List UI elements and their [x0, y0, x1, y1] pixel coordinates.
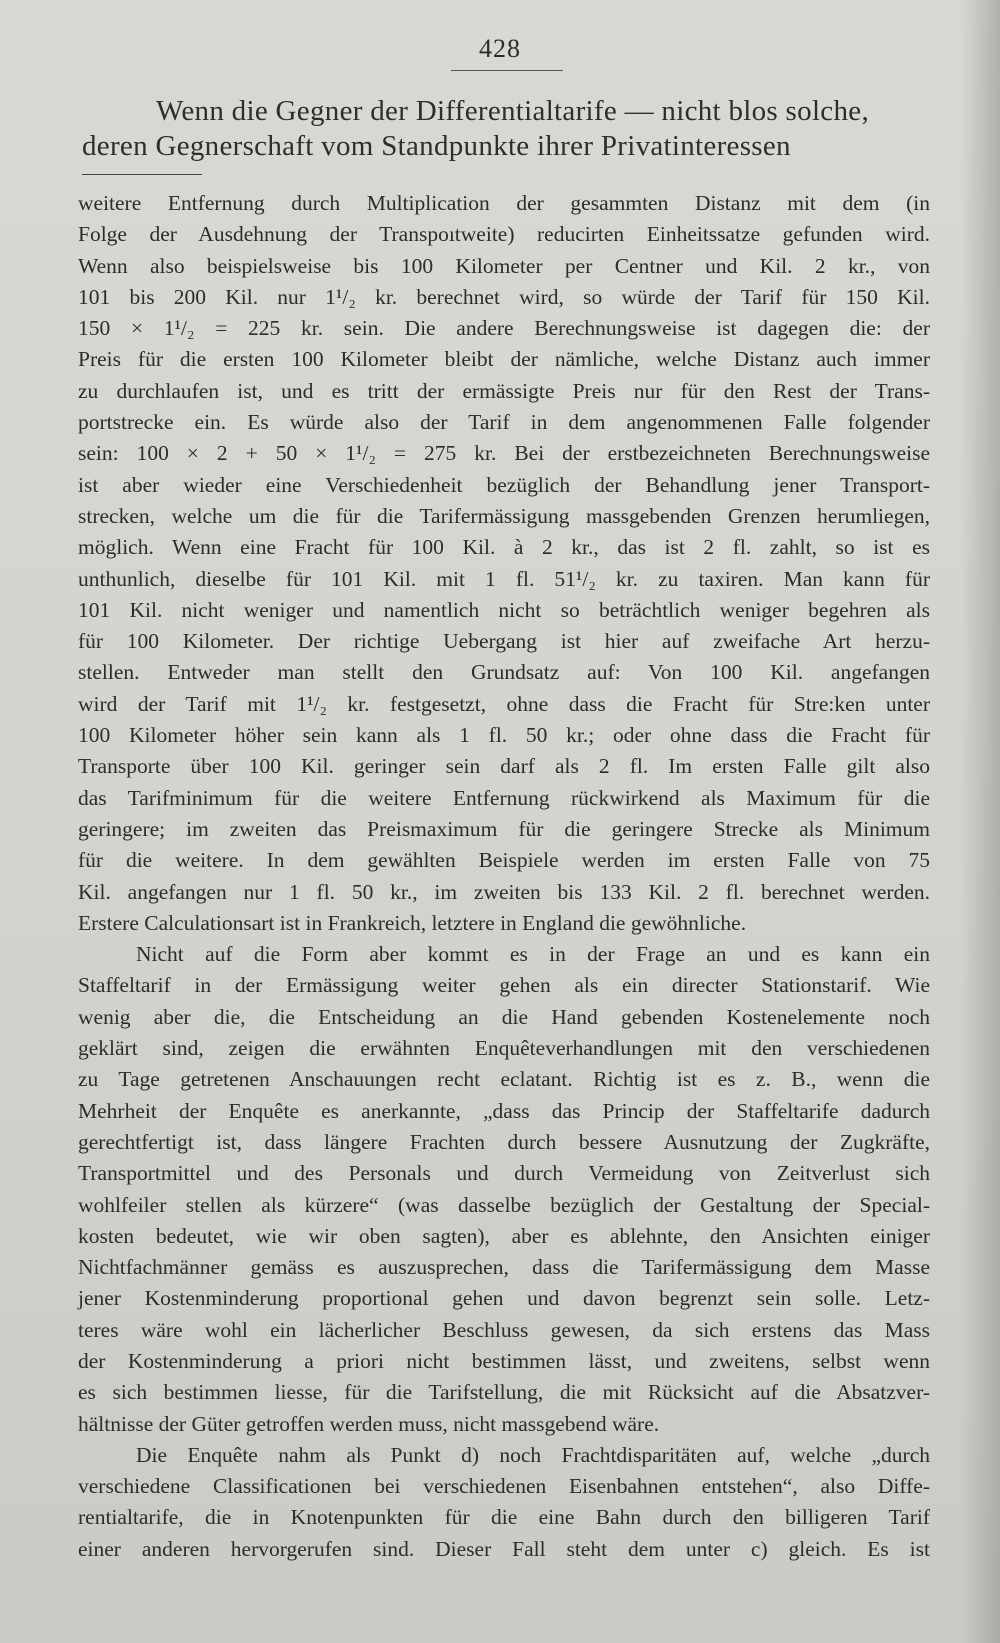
text-line: verschiedene Classificationen bei verschiedenen Eisenbahnen entstehen“, also Diffe-	[78, 1474, 930, 1499]
text-line: der Kostenminderung a priori nicht bestimmen lässt, und zweitens, selbst wenn	[78, 1348, 930, 1373]
text-line: teres wäre wohl ein lächerlicher Beschluss gewesen, da sich erstens das Mass	[78, 1317, 930, 1342]
text-line: wohlfeiler stellen als kürzere“ (was dasselbe bezüglich der Gestaltung der Special-	[78, 1192, 930, 1217]
text-line: Transportmittel und des Personals und durch Vermeidung von Zeitverlust sich	[78, 1161, 930, 1186]
text-line: ist aber wieder eine Verschiedenheit bezüglich der Behandlung jener Transport-	[78, 472, 930, 497]
text-line: es sich bestimmen liesse, für die Tarifstellung, die mit Rücksicht auf die Absatzver-	[78, 1380, 930, 1405]
text-line: 101 Kil. nicht weniger und namentlich nicht so beträchtlich weniger begehren als	[78, 597, 930, 622]
text-line: 150 × 1¹/₂ = 225 kr. sein. Die andere Berechnungsweise ist dagegen die: der	[78, 316, 930, 341]
footnote-separator	[82, 174, 202, 175]
text-line: geklärt sind, zeigen die erwähnten Enquêteverhandlungen mit den verschiedenen	[78, 1036, 930, 1061]
text-line: portstrecke ein. Es würde also der Tarif in dem angenommenen Falle folgender	[78, 410, 930, 435]
page-number-rule	[451, 70, 563, 71]
text-line: unthunlich, dieselbe für 101 Kil. mit 1 fl. 51¹/₂ kr. zu taxiren. Man kann für	[78, 566, 930, 591]
text-line: gerechtfertigt ist, dass längere Frachten durch bessere Ausnutzung der Zugkräfte,	[78, 1129, 930, 1154]
text-line: geringere; im zweiten das Preismaximum für die geringere Strecke als Minimum	[78, 816, 930, 841]
text-line: wenig aber die, die Entscheidung an die Hand gebenden Kostenelemente noch	[78, 1004, 930, 1029]
text-line: jener Kostenminderung proportional gehen und davon begrenzt sein solle. Letz-	[78, 1286, 930, 1311]
text-line: für 100 Kilometer. Der richtige Uebergang ist hier auf zweifache Art herzu-	[78, 629, 930, 654]
text-line: Staffeltarif in der Ermässigung weiter gehen als ein directer Stationstarif. Wie	[78, 973, 930, 998]
text-line: Kil. angefangen nur 1 fl. 50 kr., im zweiten bis 133 Kil. 2 fl. berechnet werden.	[78, 879, 930, 904]
text-line: strecken, welche um die für die Tarifermässigung massgebenden Grenzen herumliegen,	[78, 503, 930, 528]
text-line: 101 bis 200 Kil. nur 1¹/₂ kr. berechnet wird, so würde der Tarif für 150 Kil.	[78, 284, 930, 309]
text-line: einer anderen hervorgerufen sind. Dieser Fall steht dem unter c) gleich. Es ist	[78, 1536, 930, 1561]
text-line: möglich. Wenn eine Fracht für 100 Kil. à 2 kr., das ist 2 fl. zahlt, so ist es	[78, 535, 930, 560]
text-line: zu durchlaufen ist, und es tritt der ermässigte Preis nur für den Rest der Trans-	[78, 378, 930, 403]
text-line: für die weitere. In dem gewählten Beispiele werden im ersten Falle von 75	[78, 848, 930, 873]
text-line: Folge der Ausdehnung der Transpoıtweite) reducirten Einheitssatze gefunden wird.	[78, 222, 930, 247]
text-line: weitere Entfernung durch Multiplication der gesammten Distanz mit dem (in	[78, 191, 930, 215]
text-line: rentialtarife, die in Knotenpunkten für die eine Bahn durch den billigeren Tarif	[78, 1505, 930, 1530]
text-line: Die Enquête nahm als Punkt d) noch Frachtdisparitäten auf, welche „durch	[136, 1442, 930, 1467]
heading-line-2: deren Gegnerschaft vom Standpunkte ihrer Privatinteressen	[82, 130, 791, 162]
text-line: Wenn also beispielsweise bis 100 Kilometer per Centner und Kil. 2 kr., von	[78, 253, 930, 278]
heading-line-1: Wenn die Gegner der Differentialtarife — nicht blos solche,	[156, 95, 869, 127]
text-line: Transporte über 100 Kil. geringer sein darf als 2 fl. Im ersten Falle gilt also	[78, 754, 930, 779]
text-line: hältnisse der Güter getroffen werden muss, nicht massgebend wäre.	[78, 1411, 660, 1436]
text-line: sein: 100 × 2 + 50 × 1¹/₂ = 275 kr. Bei der erstbezeichneten Berechnungsweise	[78, 441, 930, 466]
body-text	[78, 188, 930, 1565]
text-line: Nicht auf die Form aber kommt es in der Frage an und es kann ein	[136, 942, 930, 967]
text-line: das Tarifminimum für die weitere Entfernung rückwirkend als Maximum für die	[78, 785, 930, 810]
text-line: kosten bedeutet, wie wir oben sagten), aber es ablehnte, den Ansichten einiger	[78, 1223, 930, 1248]
text-line: Nichtfachmänner gemäss es auszusprechen, dass die Tarifermässigung dem Masse	[78, 1255, 930, 1280]
text-line: stellen. Entweder man stellt den Grundsatz auf: Von 100 Kil. angefangen	[78, 660, 930, 685]
text-line: Mehrheit der Enquête es anerkannte, „dass das Princip der Staffeltarife dadurch	[78, 1098, 930, 1123]
text-line: 100 Kilometer höher sein kann als 1 fl. 50 kr.; oder ohne dass die Fracht für	[78, 723, 930, 748]
text-line: Preis für die ersten 100 Kilometer bleibt der nämliche, welche Distanz auch immer	[78, 347, 930, 372]
text-line: Erstere Calculationsart ist in Frankreich, letztere in England die gewöhnliche.	[78, 910, 747, 935]
text-line: zu Tage getretenen Anschauungen recht eclatant. Richtig ist es z. B., wenn die	[78, 1067, 930, 1092]
text-line: wird der Tarif mit 1¹/₂ kr. festgesetzt, ohne dass die Fracht für Stre:ken unter	[78, 691, 930, 716]
page-number: 428	[479, 34, 521, 63]
